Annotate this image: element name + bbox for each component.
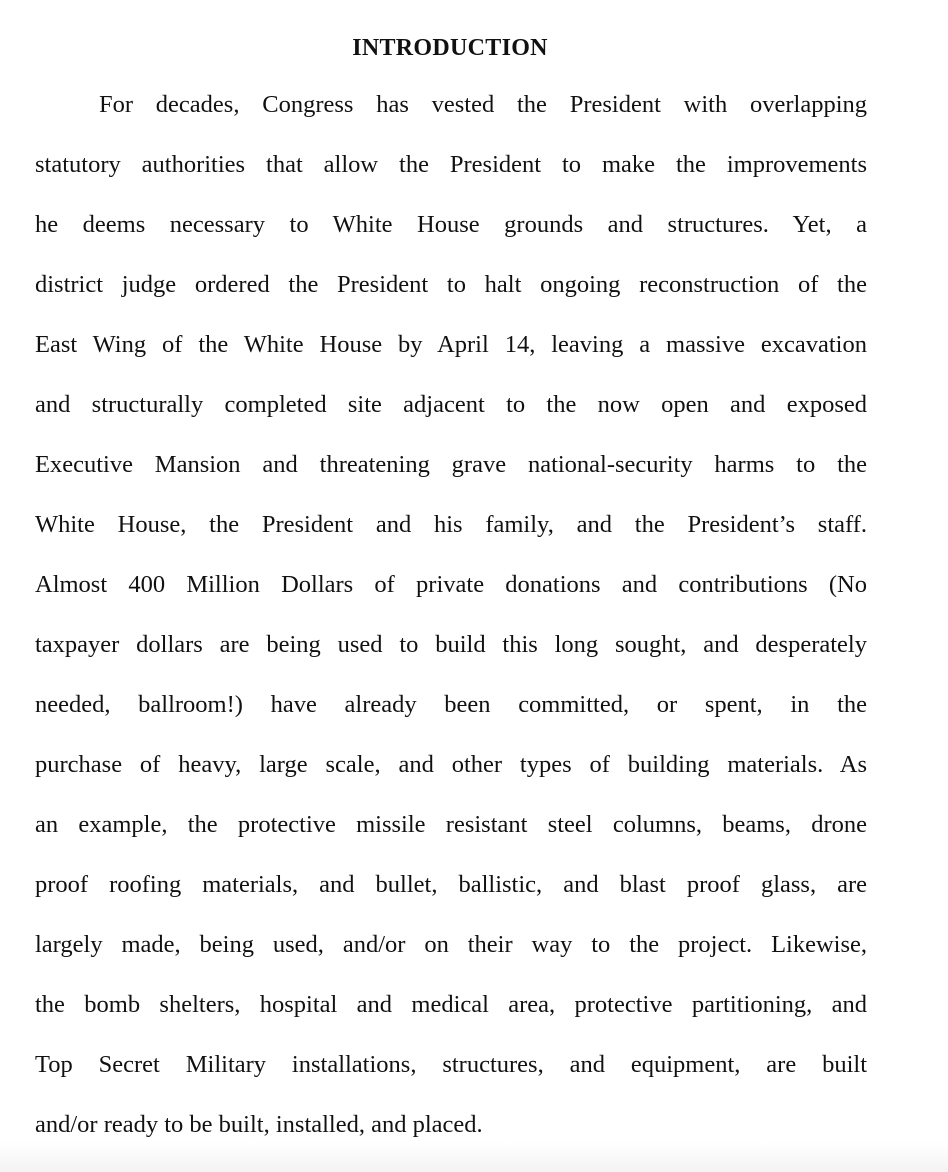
paragraph-line: he deems necessary to White House grounds and structures. Yet, a [35, 211, 867, 238]
paragraph-line: largely made, being used, and/or on their way to the project. Likewise, [35, 931, 867, 958]
section-heading: INTRODUCTION [352, 35, 548, 61]
paragraph-line: For decades, Congress has vested the President with overlapping [99, 91, 867, 118]
paragraph-line: Almost 400 Million Dollars of private donations and contributions (No [35, 571, 867, 598]
paragraph-line: taxpayer dollars are being used to build this long sought, and desperately [35, 631, 867, 658]
paragraph-line: the bomb shelters, hospital and medical area, protective partitioning, and [35, 991, 867, 1018]
paragraph-line: and structurally completed site adjacent to the now open and exposed [35, 391, 867, 418]
paragraph-line: needed, ballroom!) have already been committed, or spent, in the [35, 691, 867, 718]
paragraph-line: Executive Mansion and threatening grave national-security harms to the [35, 451, 867, 478]
paragraph-line: purchase of heavy, large scale, and other types of building materials. As [35, 751, 867, 778]
paragraph-line: East Wing of the White House by April 14, leaving a massive excavation [35, 331, 867, 358]
paragraph-line: proof roofing materials, and bullet, ballistic, and blast proof glass, are [35, 871, 867, 898]
introduction-paragraph [35, 75, 867, 1155]
paragraph-line: and/or ready to be built, installed, and placed. [35, 1111, 483, 1138]
page-bottom-shadow [0, 1142, 948, 1172]
paragraph-line: district judge ordered the President to halt ongoing reconstruction of the [35, 271, 867, 298]
paragraph-line: Top Secret Military installations, structures, and equipment, are built [35, 1051, 867, 1078]
paragraph-line: an example, the protective missile resistant steel columns, beams, drone [35, 811, 867, 838]
paragraph-line: White House, the President and his family, and the President’s staff. [35, 511, 867, 538]
paragraph-line: statutory authorities that allow the President to make the improvements [35, 151, 867, 178]
